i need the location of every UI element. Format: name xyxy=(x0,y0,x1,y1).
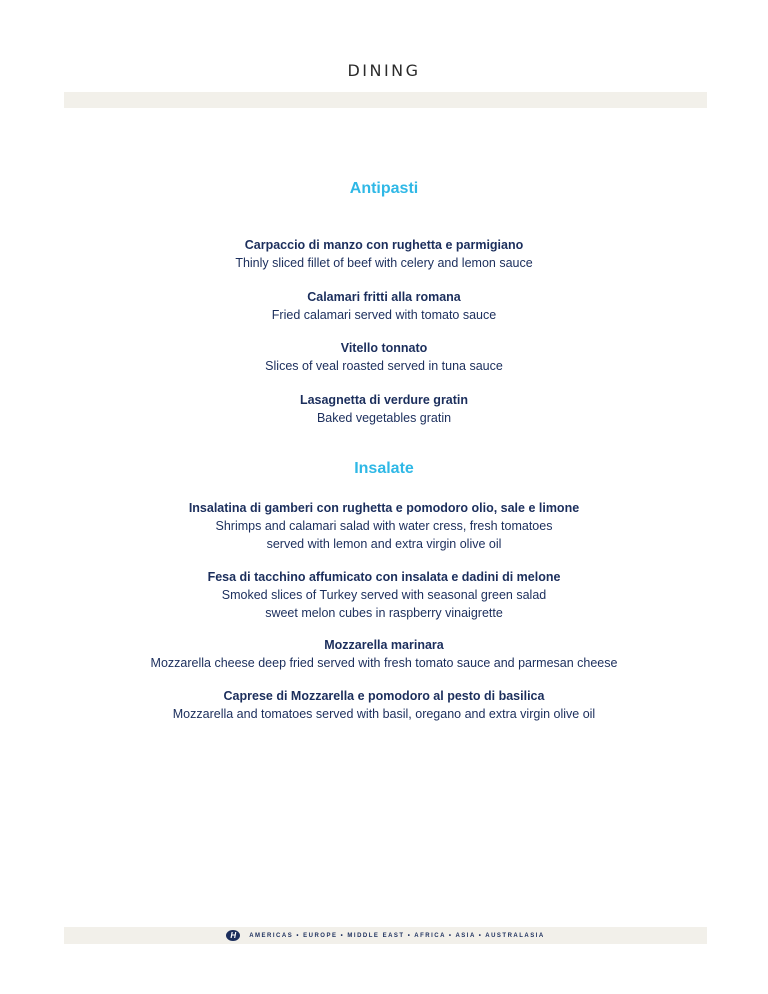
menu-item-name: Mozzarella marinara xyxy=(324,638,444,652)
menu-item-description: Mozzarella cheese deep fried served with fresh tomato sauce and parmesan cheese xyxy=(150,656,618,670)
menu-item xyxy=(0,569,768,622)
menu-item-description: Thinly sliced fillet of beef with celery and lemon sauce xyxy=(235,256,533,270)
menu-item xyxy=(0,340,768,375)
section-heading-insalate: Insalate xyxy=(354,460,414,477)
page-title: DINING xyxy=(347,61,421,80)
menu-item-description: sweet melon cubes in raspberry vinaigrette xyxy=(265,606,503,620)
footer-band xyxy=(64,927,707,944)
menu-item-name: Calamari fritti alla romana xyxy=(307,290,461,304)
menu-item-name: Lasagnetta di verdure gratin xyxy=(299,393,469,407)
menu-item xyxy=(0,500,768,553)
menu-item xyxy=(0,637,768,672)
menu-item-description: Baked vegetables gratin xyxy=(316,411,452,425)
menu-item-description: Slices of veal roasted served in tuna sauce xyxy=(265,359,503,373)
header-band xyxy=(64,92,707,108)
menu-item-description: Fried calamari served with tomato sauce xyxy=(271,308,497,322)
footer-regions: AMERICAS • EUROPE • MIDDLE EAST • AFRICA • ASIA • AUSTRALASIA xyxy=(249,932,545,939)
menu-item-name: Insalatina di gamberi con rughetta e pomodoro olio, sale e limone xyxy=(188,501,580,515)
menu-item-description: Shrimps and calamari salad with water cress, fresh tomatoes xyxy=(215,519,553,533)
menu-item-name: Fesa di tacchino affumicato con insalata e dadini di melone xyxy=(207,570,561,584)
menu-item xyxy=(0,392,768,427)
section-heading-antipasti: Antipasti xyxy=(349,180,419,197)
menu-item-description: Mozzarella and tomatoes served with basil, oregano and extra virgin olive oil xyxy=(172,707,596,721)
menu-item-description: served with lemon and extra virgin olive oil xyxy=(266,537,502,551)
menu-item xyxy=(0,237,768,272)
menu-item xyxy=(0,289,768,324)
menu-item-name: Vitello tonnato xyxy=(340,341,428,355)
hilton-logo-icon: H xyxy=(226,930,240,941)
menu-item-description: Smoked slices of Turkey served with seasonal green salad xyxy=(221,588,547,602)
menu-item-name: Carpaccio di manzo con rughetta e parmigiano xyxy=(244,238,524,252)
menu-item xyxy=(0,688,768,723)
menu-item-name: Caprese di Mozzarella e pomodoro al pesto di basilica xyxy=(223,689,545,703)
